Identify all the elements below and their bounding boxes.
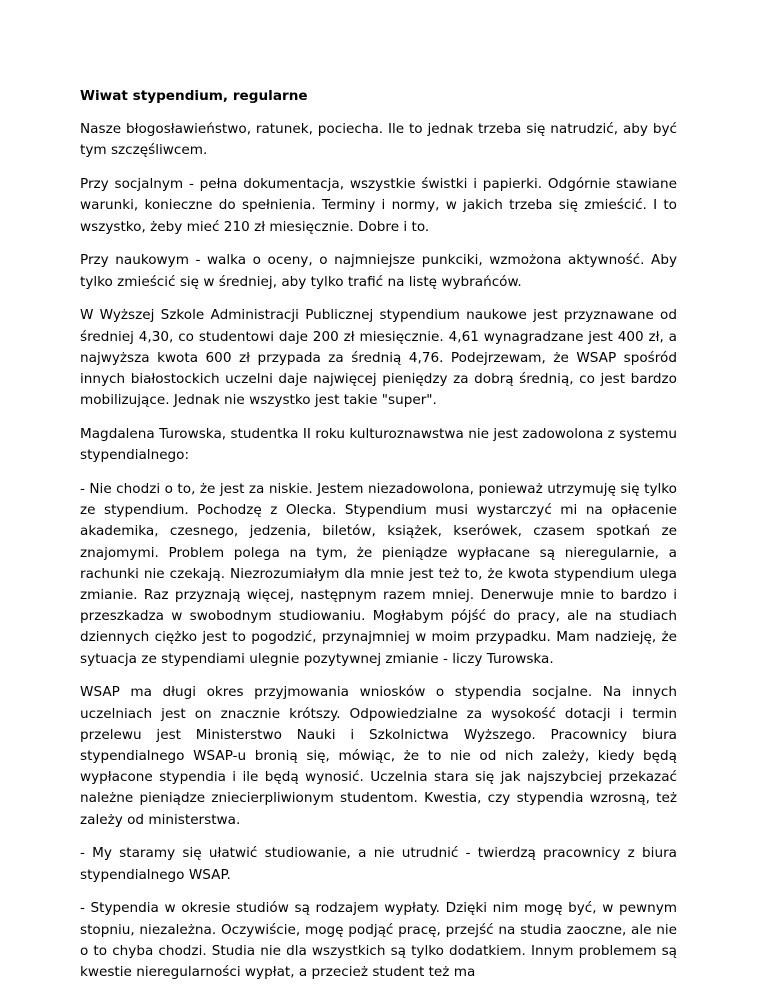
- article-title: Wiwat stypendium, regularne: [80, 88, 308, 104]
- paragraph-application-period: WSAP ma długi okres przyjmowania wniosków o stypendia socjalne. Na innych uczelniach jest on znacznie krótszy. Odpowiedzialne za wysokość dotacji i termin przelewu jest Ministerstwo Nauki i Szkolnictwa Wyższego. Pracownicy biura stypendialnego WSAP-u bronią się, mówiąc, że to nie od nich zależy, kiedy będą wypłacone stypendia i ile będą wynosić. Uczelnia stara się jak najszybciej przekazać należne pieniądze zniecierpliwionym studentom. Kwestia, czy stypendia wzrosną, też zależy od ministerstwa.: [80, 684, 677, 828]
- paragraph-turowska-intro: Magdalena Turowska, studentka II roku kulturoznawstwa nie jest zadowolona z systemu stypendialnego:: [80, 426, 677, 464]
- paragraph-academic-scholarship: Przy naukowym - walka o oceny, o najmniejsze punkciki, wzmożona aktywność. Aby tylko zmieścić się w średniej, aby tylko trafić na listę wybrańców.: [80, 252, 677, 290]
- paragraph-office-quote: - My staramy się ułatwić studiowanie, a nie utrudnić - twierdzą pracownicy z biura stypendialnego WSAP.: [80, 845, 677, 883]
- paragraph-turowska-quote: - Nie chodzi o to, że jest za niskie. Jestem niezadowolona, ponieważ utrzymuję się tylko ze stypendium. Pochodzę z Olecka. Stypendium musi wystarczyć mi na opłacenie akademika, czesnego, jedzenia, biletów, książek, kserówek, czasem spotkań ze znajomymi. Problem polega na tym, że pieniądze wypłacane są nieregularnie, a rachunki nie czekają. Niezrozumiałym dla mnie jest też to, że kwota stypendium ulega zmianie. Raz przyznają więcej, następnym razem mniej. Denerwuje mnie to bardzo i przeszkadza w swobodnym studiowaniu. Mogłabym pójść do pracy, ale na studiach dziennych ciężko jest to pogodzić, przynajmniej w moim przypadku. Mam nadzieję, że sytuacja ze stypendiami ulegnie pozytywnej zmianie - liczy Turowska.: [80, 481, 677, 667]
- paragraph-wsap-amounts: W Wyższej Szkole Administracji Publicznej stypendium naukowe jest przyznawane od średniej 4,30, co studentowi daje 200 zł miesięcznie. 4,61 wynagradzane jest 400 zł, a najwyższa kwota 600 zł przypada za średnią 4,76. Podejrzewam, że WSAP spośród innych białostockich uczelni daje najwięcej pieniędzy za dobrą średnią, co jest bardzo mobilizujące. Jednak nie wszystko jest takie "super".: [80, 307, 677, 409]
- paragraph-social-scholarship: Przy socjalnym - pełna dokumentacja, wszystkie świstki i papierki. Odgórnie stawiane warunki, konieczne do spełnienia. Terminy i normy, w jakich trzeba się zmieścić. I to wszystko, żeby mieć 210 zł miesięcznie. Dobre i to.: [80, 176, 677, 235]
- document-page: [80, 86, 677, 983]
- paragraph-intro: Nasze błogosławieństwo, ratunek, pociecha. Ile to jednak trzeba się natrudzić, aby być tym szczęśliwcem.: [80, 121, 677, 159]
- paragraph-student-quote: - Stypendia w okresie studiów są rodzajem wypłaty. Dzięki nim mogę być, w pewnym stopniu, niezależna. Oczywiście, mogę podjąć pracę, przejść na studia zaoczne, ale nie o to chyba chodzi. Studia nie dla wszystkich są tylko dodatkiem. Innym problemem są kwestie nieregularności wypłat, a przecież student też ma: [80, 900, 677, 981]
